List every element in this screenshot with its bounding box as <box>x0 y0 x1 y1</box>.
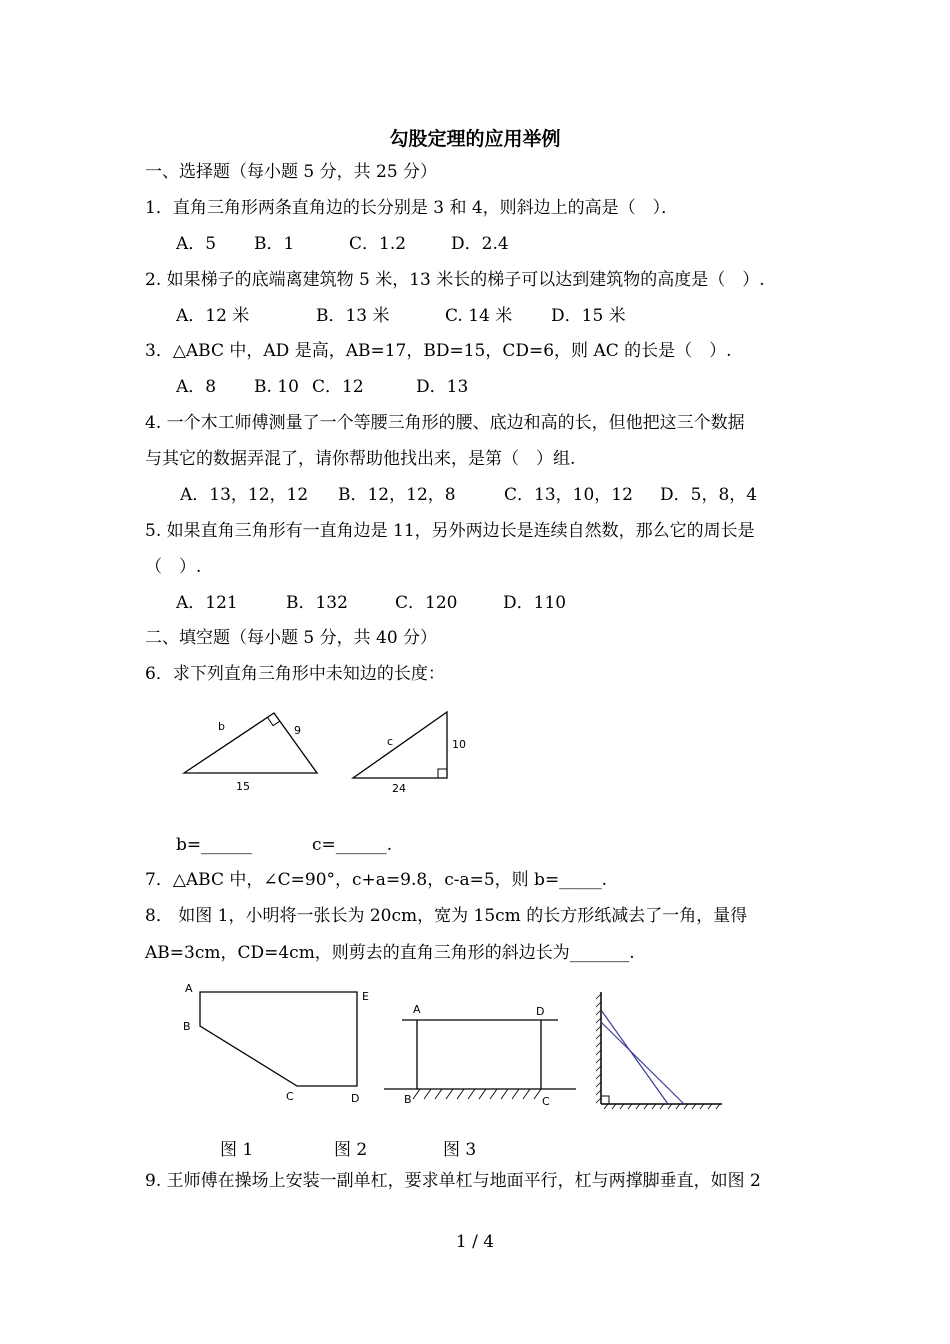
q5-option-d: D．110 <box>503 593 567 613</box>
answer-b: b=______ <box>176 835 253 855</box>
fig1-label-b: B <box>183 1020 191 1033</box>
fig2-label-d: D <box>536 1005 545 1018</box>
fig2-label-c: C <box>542 1095 550 1108</box>
question-4-line-2: 与其它的数据弄混了，请你帮助他找出来，是第（ ）组. <box>145 449 576 469</box>
q3-option-d: D．13 <box>416 377 469 397</box>
q2-option-d: D．15 米 <box>551 306 626 326</box>
question-3: 3．△ABC 中，AD 是高，AB=17，BD=15，CD=6，则 AC 的长是（ ）. <box>145 341 732 361</box>
ladder-position-2 <box>601 1022 684 1104</box>
q1-option-c: C．1.2 <box>349 234 407 254</box>
question-4-line-1: 4. 一个木工师傅测量了一个等腰三角形的腰、底边和高的长，但他把这三个数据 <box>145 413 745 433</box>
question-6: 6．求下列直角三角形中未知边的长度： <box>145 664 445 684</box>
tri2-label-base: 24 <box>392 782 406 795</box>
q4-option-a: A．13，12，12 <box>180 485 309 505</box>
question-1: 1．直角三角形两条直角边的长分别是 3 和 4，则斜边上的高是（ ）． <box>145 198 679 218</box>
q5-option-a: A．121 <box>176 593 238 613</box>
q2-option-c: C. 14 米 <box>445 306 513 326</box>
question-7: 7．△ABC 中，∠C=90°，c+a=9.8，c-a=5，则 b=_____. <box>145 870 608 890</box>
figure-3 <box>580 988 730 1113</box>
figure-3-caption: 图 3 <box>443 1140 477 1160</box>
triangle-2 <box>353 712 447 778</box>
figure-2 <box>380 995 580 1110</box>
q4-option-b: B．12，12，8 <box>338 485 456 505</box>
section-choice-heading: 一、选择题（每小题 5 分，共 25 分） <box>145 162 438 182</box>
question-8-line-2: AB=3cm，CD=4cm，则剪去的直角三角形的斜边长为_______. <box>145 943 635 963</box>
question-8-line-1: 8． 如图 1，小明将一张长为 20cm，宽为 15cm 的长方形纸减去了一角，量得 <box>145 906 748 926</box>
fig1-label-c: C <box>286 1090 294 1103</box>
q3-option-c: C．12 <box>312 377 364 397</box>
page-title: 勾股定理的应用举例 <box>389 128 561 150</box>
figure-1 <box>175 978 375 1108</box>
q6-triangles-figure <box>170 700 480 800</box>
q3-option-a: A．8 <box>176 377 217 397</box>
q3-option-b: B. 10 <box>254 377 299 397</box>
figure-2-caption: 图 2 <box>334 1140 368 1160</box>
q4-option-d: D．5，8，4 <box>660 485 758 505</box>
tri1-label-leg: 9 <box>294 724 301 737</box>
ladder-position-1 <box>601 1010 668 1104</box>
section-fill-heading: 二、填空题（每小题 5 分，共 40 分） <box>145 628 438 648</box>
q5-option-c: C．120 <box>395 593 458 613</box>
question-5-line-1: 5. 如果直角三角形有一直角边是 11，另外两边长是连续自然数，那么它的周长是 <box>145 521 755 541</box>
q4-option-c: C．13，10，12 <box>504 485 633 505</box>
tri1-label-hyp: 15 <box>236 780 250 793</box>
right-angle-mark-2 <box>438 769 447 778</box>
answer-c: c=______. <box>312 835 393 855</box>
question-9: 9. 王师傅在操场上安装一副单杠，要求单杠与地面平行，杠与两撑脚垂直，如图 2 <box>145 1171 761 1191</box>
q1-option-d: D．2.4 <box>451 234 509 254</box>
q2-option-b: B．13 米 <box>316 306 390 326</box>
fig2-label-a: A <box>413 1003 421 1016</box>
fig1-label-d: D <box>351 1092 360 1105</box>
page-number: 1 / 4 <box>455 1232 495 1252</box>
cut-rectangle-shape <box>200 992 357 1086</box>
q1-option-a: A．5 <box>176 234 217 254</box>
triangle-1 <box>184 713 317 773</box>
tri1-label-b: b <box>218 720 225 733</box>
fig1-label-e: E <box>362 990 369 1003</box>
figure-1-caption: 图 1 <box>220 1140 254 1160</box>
q2-option-a: A．12 米 <box>176 306 250 326</box>
tri2-label-leg: 10 <box>452 738 466 751</box>
fig2-label-b: B <box>404 1093 412 1106</box>
q5-option-b: B．132 <box>286 593 348 613</box>
fig1-label-a: A <box>185 982 193 995</box>
question-5-line-2: （ ）. <box>145 557 202 577</box>
question-2: 2. 如果梯子的底端离建筑物 5 米，13 米长的梯子可以达到建筑物的高度是（ ）. <box>145 270 765 290</box>
tri2-label-c: c <box>387 735 394 748</box>
q1-option-b: B．1 <box>254 234 295 254</box>
right-angle-mark-3 <box>601 1096 609 1104</box>
ground-hatching <box>413 1089 541 1099</box>
